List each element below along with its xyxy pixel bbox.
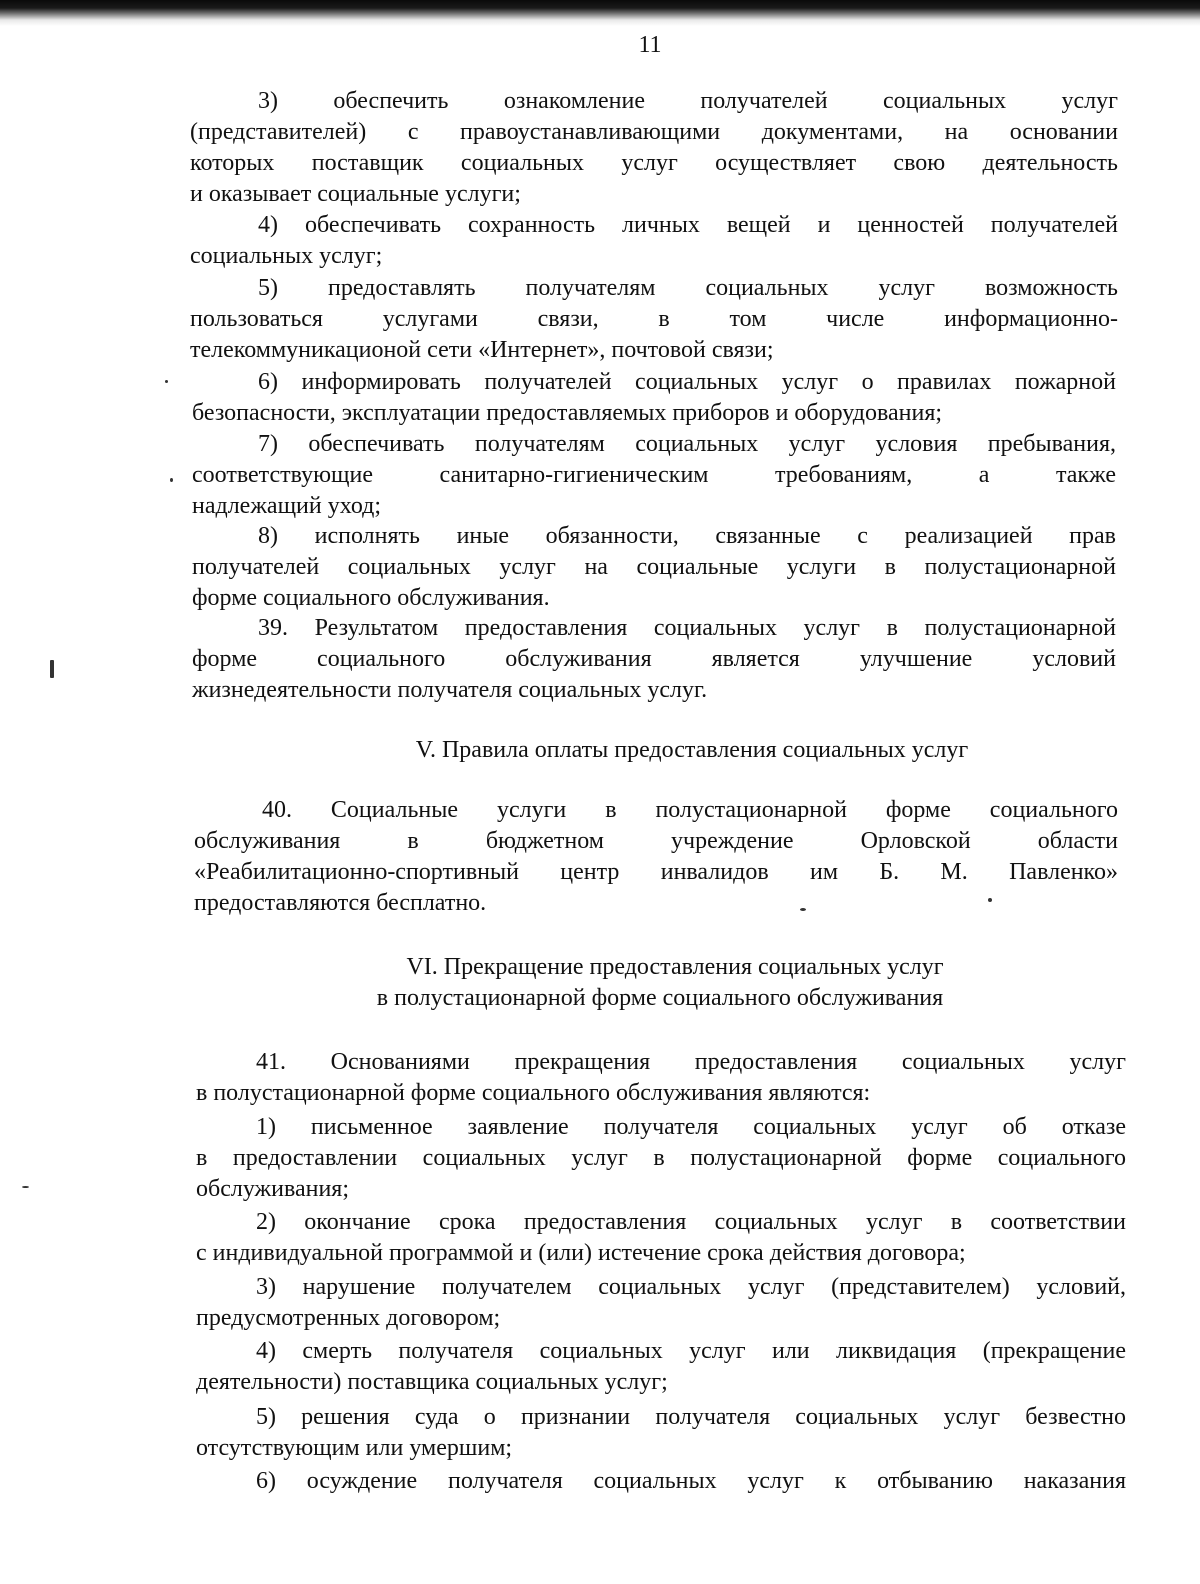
text-line: 6) информировать получателей социальных услуг о правилах пожарной	[258, 369, 1116, 395]
list-item-41-1	[196, 1112, 1126, 1205]
list-item-41-2	[196, 1207, 1126, 1269]
paragraph-point-40	[194, 795, 1118, 919]
text-line: 1) письменное заявление получателя социальных услуг об отказе	[256, 1114, 1126, 1140]
text-line: «Реабилитационно-спортивный центр инвалидов им Б. М. Павленко»	[194, 859, 1118, 885]
text-line: 2) окончание срока предоставления социальных услуг в соответствии	[256, 1209, 1126, 1235]
text-line: предусмотренных договором;	[196, 1305, 501, 1331]
list-item-41-4	[196, 1336, 1126, 1398]
paragraph-item-3	[190, 86, 1118, 210]
text-line: 39. Результатом предоставления социальных услуг в полустационарной	[258, 615, 1116, 641]
text-line: в предоставлении социальных услуг в полустационарной форме социального	[196, 1145, 1126, 1171]
text-line: 7) обеспечивать получателям социальных услуг условия пребывания,	[258, 431, 1116, 457]
text-line: 3) обеспечить ознакомление получателей социальных услуг	[258, 88, 1118, 114]
text-line: соответствующие санитарно-гигиеническим требованиям, а также	[192, 462, 1116, 488]
text-line: которых поставщик социальных услуг осуществляет свою деятельность	[190, 150, 1118, 176]
paragraph-point-41	[196, 1047, 1126, 1109]
text-line: с индивидуальной программой и (или) истечение срока действия договора;	[196, 1240, 966, 1266]
list-item-41-3	[196, 1272, 1126, 1334]
text-line: деятельности) поставщика социальных услуг;	[196, 1369, 668, 1395]
page-number: 11	[638, 32, 662, 58]
text-line: форме социального обслуживания.	[192, 585, 550, 611]
paragraph-item-4	[190, 210, 1118, 272]
text-line: отсутствующим или умершим;	[196, 1435, 513, 1461]
text-line: социальных услуг;	[190, 243, 383, 269]
text-line: 4) смерть получателя социальных услуг или ликвидация (прекращение	[256, 1338, 1126, 1364]
text-line: 4) обеспечивать сохранность личных вещей и ценностей получателей	[258, 212, 1118, 238]
text-line: в полустационарной форме социального обслуживания являются:	[196, 1080, 871, 1106]
text-line: пользоваться услугами связи, в том числе информационно-	[190, 306, 1118, 332]
heading-line: в полустационарной форме социального обслуживания	[376, 985, 944, 1011]
paragraph-point-39	[192, 613, 1116, 706]
text-line: обслуживания;	[196, 1176, 350, 1202]
text-line: 6) осуждение получателя социальных услуг к отбыванию наказания	[256, 1468, 1126, 1494]
scan-top-edge	[0, 0, 1200, 26]
text-line: телекоммуникационой сети «Интернет», почтовой связи;	[190, 337, 774, 363]
text-line: обслуживания в бюджетном учреждение Орловской области	[194, 828, 1118, 854]
scan-speck	[22, 1186, 29, 1188]
scan-speck	[170, 478, 173, 482]
section-heading-6	[160, 952, 1160, 1014]
text-line: 3) нарушение получателем социальных услуг (представителем) условий,	[256, 1274, 1126, 1300]
text-line: и оказывает социальные услуги;	[190, 181, 521, 207]
text-line: надлежащий уход;	[192, 493, 382, 519]
text-line: жизнедеятельности получателя социальных услуг.	[192, 677, 708, 703]
text-line: получателей социальных услуг на социальные услуги в полустационарной	[192, 554, 1116, 580]
heading-line: VI. Прекращение предоставления социальных услуг	[406, 954, 944, 980]
paragraph-item-6	[192, 367, 1116, 429]
text-line: безопасности, эксплуатации предоставляемых приборов и оборудования;	[192, 400, 943, 426]
text-line: 40. Социальные услуги в полустационарной форме социального	[262, 797, 1118, 823]
paragraph-item-8	[192, 521, 1116, 614]
text-line: 5) решения суда о признании получателя социальных услуг безвестно	[256, 1404, 1126, 1430]
list-item-41-6	[196, 1466, 1126, 1497]
scan-speck	[50, 660, 54, 678]
scan-speck	[165, 380, 168, 383]
text-line: 5) предоставлять получателям социальных услуг возможность	[258, 275, 1118, 301]
text-line: форме социального обслуживания является улучшение условий	[192, 646, 1116, 672]
section-heading-5: V. Правила оплаты предоставления социальных услуг	[415, 737, 969, 763]
text-line: (представителей) с правоустанавливающими документами, на основании	[190, 119, 1118, 145]
list-item-41-5	[196, 1402, 1126, 1464]
text-line: 41. Основаниями прекращения предоставления социальных услуг	[256, 1049, 1126, 1075]
text-line: предоставляются бесплатно.	[194, 890, 487, 916]
text-line: 8) исполнять иные обязанности, связанные с реализацией прав	[258, 523, 1116, 549]
paragraph-item-7	[192, 429, 1116, 522]
paragraph-item-5	[190, 273, 1118, 366]
